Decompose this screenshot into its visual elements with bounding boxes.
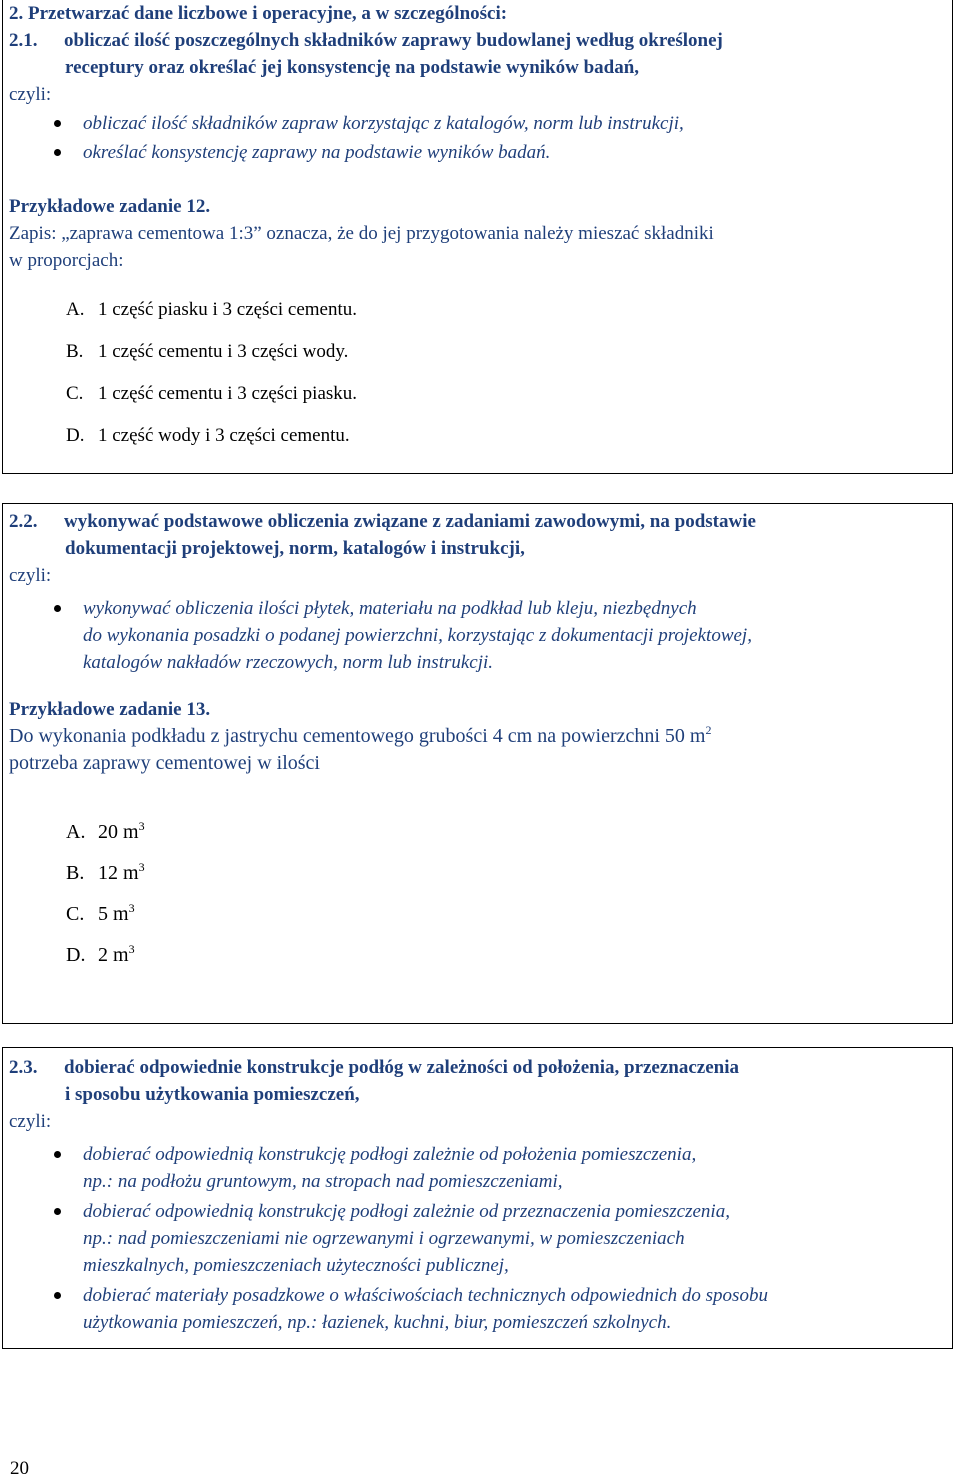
- answer-option: A. 20 $m^3$: [66, 819, 145, 843]
- czyli-label: czyli:: [9, 565, 52, 586]
- answer-option: B. 1 część cementu i 3 części wody.: [66, 341, 349, 362]
- subsection-2-3-title: 2.3. dobierać odpowiednie konstrukcje podłóg w zależności od położenia, przeznaczenia: [9, 1057, 740, 1078]
- czyli-label: czyli:: [9, 1111, 52, 1132]
- section-heading: 2. Przetwarzać dane liczbowe i operacyjne, a w szczególności:: [9, 3, 508, 24]
- section-2-3-box: 2.3. dobierać odpowiednie konstrukcje podłóg w zależności od położenia, przeznaczenia i sposobu użytkowania pomieszczeń, czyli: dobierać odpowiednią konstrukcję podłogi zależnie od położenia pomieszczenia, np.: na podłożu gruntowym, na stropach nad pomieszczeniami, dobierać odpowiednią konstrukcję podłogi zależnie od przeznaczenia pomieszczenia, np.: nad pomieszczeniami nie ogrzewanymi i ogrzewanymi, w pomieszczeniach mieszkalnych, pomieszczeniach użyteczności publicznej, dobierać materiały posadzkowe o właściwościach technicznych odpowiednich do sposobu użytkowania pomieszczeń, np.: łazienek, kuchni, biur, pomieszczeń szkolnych.: [2, 1047, 953, 1349]
- subsection-number: 2.1.: [9, 30, 38, 51]
- list-item: dobierać odpowiednią konstrukcję podłogi zależnie od przeznaczenia pomieszczenia, np.: nad pomieszczeniami nie ogrzewanymi i ogrzewanymi, w pomieszczeniach mieszkalnych, pomieszczeniach użyteczności publicznej,: [9, 1198, 946, 1279]
- task-text: potrzeba zaprawy cementowej w ilości: [9, 752, 320, 774]
- subsection-2-1-title: 2.1. obliczać ilość poszczególnych składników zaprawy budowlanej według określonej receptury oraz określać jej konsystencję na podstawie wyników badań,: [9, 27, 946, 81]
- section-2-1-box: [2, 0, 953, 474]
- section-2-2-box: 2.2. wykonywać podstawowe obliczenia związane z zadaniami zawodowymi, na podstawie dokumentacji projektowej, norm, katalogów i instrukcji, czyli: wykonywać obliczenia ilości płytek, materiału na podkład lub kleju, niezbędnych do wykonania posadzki o podanej powierzchni, korzystając z dokumentacji projektowej, katalogów nakładów rzeczowych, norm lub instrukcji. Przykładowe zadanie 13. Do wykonania podkładu z jastrychu cementowego grubości 4 cm na powierzchni 50 $m^2$ potrzeba zaprawy cementowej w ilości A. 20 $m^3$ B. 12 $m^3$ C. 5 $m^3$ D. 2 $m^3$: [2, 503, 953, 1024]
- task-title: Przykładowe zadanie 13.: [9, 699, 211, 720]
- page-number: 20: [10, 1458, 29, 1479]
- list-item: obliczać ilość składników zapraw korzystając z katalogów, norm lub instrukcji,: [9, 110, 946, 137]
- task-text: w proporcjach:: [9, 250, 124, 271]
- list-item: dobierać materiały posadzkowe o właściwościach technicznych odpowiednich do sposobu użytkowania pomieszczeń, np.: łazienek, kuchni, biur, pomieszczeń szkolnych.: [9, 1282, 946, 1336]
- answer-option: A. 1 część piasku i 3 części cementu.: [66, 299, 358, 320]
- list-item: określać konsystencję zaprawy na podstawie wyników badań.: [9, 139, 946, 166]
- czyli-label: czyli:: [9, 84, 52, 105]
- answer-option: D. 1 część wody i 3 części cementu.: [66, 425, 350, 446]
- task-title: Przykładowe zadanie 12.: [9, 196, 211, 217]
- list-item: wykonywać obliczenia ilości płytek, materiału na podkład lub kleju, niezbędnych do wykonania posadzki o podanej powierzchni, korzystając z dokumentacji projektowej, katalogów nakładów rzeczowych, norm lub instrukcji.: [9, 595, 946, 676]
- task-text: Zapis: „zaprawa cementowa 1:3” oznacza, że do jej przygotowania należy mieszać składniki: [9, 223, 714, 244]
- answer-option: C. 1 część cementu i 3 części piasku.: [66, 383, 358, 404]
- answer-option: D. 2 $m^3$: [66, 942, 135, 966]
- answer-option: C. 5 $m^3$: [66, 901, 135, 925]
- subsection-2-2-title: 2.2. wykonywać podstawowe obliczenia związane z zadaniami zawodowymi, na podstawie: [9, 511, 756, 532]
- task-text: Do wykonania podkładu z jastrychu cementowego grubości 4 cm na powierzchni 50 $m^2$: [9, 723, 712, 747]
- answer-option: B. 12 $m^3$: [66, 860, 145, 884]
- list-item: dobierać odpowiednią konstrukcję podłogi zależnie od położenia pomieszczenia, np.: na podłożu gruntowym, na stropach nad pomieszczeniami,: [9, 1141, 946, 1195]
